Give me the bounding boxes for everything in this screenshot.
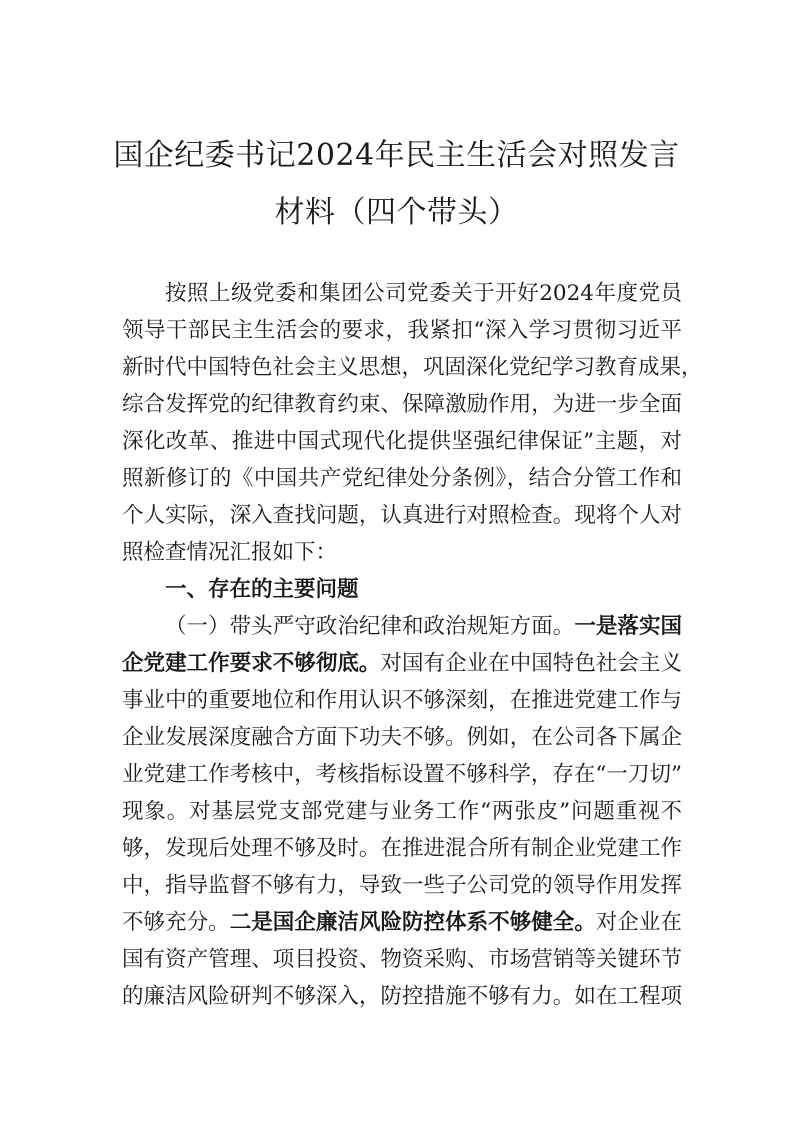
subsection-line bbox=[165, 612, 682, 642]
document-title-line-1: 国企纪委书记2024年民主生活会对照发言 bbox=[113, 138, 680, 173]
document-title-line-2: 材料（四个带头） bbox=[274, 195, 519, 230]
subsection-line bbox=[122, 649, 682, 679]
subsection-line: 事业中的重要地位和作用认识不够深刻，在推进党建工作与 bbox=[122, 688, 682, 713]
body-text: 不够充分。 bbox=[122, 910, 230, 935]
subsection-line: 够，发现后处理不够及时。在推进混合所有制企业党建工作 bbox=[122, 836, 682, 861]
subsection-title: （一）带头严守政治纪律和政治规矩方面。 bbox=[165, 614, 575, 639]
subsection-line bbox=[122, 908, 682, 938]
body-text: 对企业在 bbox=[595, 910, 682, 935]
subsection-line: 中，指导监督不够有力，导致一些子公司党的领导作用发挥 bbox=[122, 873, 682, 898]
subsection-line: 现象。对基层党支部党建与业务工作“两张皮”问题重视不 bbox=[122, 799, 682, 824]
subsection-line: 国有资产管理、项目投资、物资采购、市场营销等关键环节 bbox=[122, 947, 682, 972]
intro-line: 领导干部民主生活会的要求，我紧扣“深入学习贯彻习近平 bbox=[122, 318, 682, 343]
intro-line: 新时代中国特色社会主义思想，巩固深化党纪学习教育成果， bbox=[122, 355, 703, 380]
intro-line: 照新修订的《中国共产党纪律处分条例》，结合分管工作和 bbox=[122, 466, 682, 491]
subsection-line: 的廉洁风险研判不够深入，防控措施不够有力。如在工程项 bbox=[122, 984, 682, 1009]
subsection-line: 业党建工作考核中，考核指标设置不够科学，存在“一刀切” bbox=[122, 762, 682, 787]
intro-line: 按照上级党委和集团公司党委关于开好2024年度党员 bbox=[165, 281, 682, 306]
point-two-label: 二是国企廉洁风险防控体系不够健全。 bbox=[229, 910, 596, 935]
intro-line: 综合发挥党的纪律教育约束、保障激励作用，为进一步全面 bbox=[122, 392, 682, 417]
body-text: 对国有企业在中国特色社会主义 bbox=[380, 651, 682, 676]
intro-line: 深化改革、推进中国式现代化提供坚强纪律保证”主题，对 bbox=[122, 429, 682, 454]
point-one-label: 一是落实国 bbox=[574, 614, 682, 639]
subsection-line: 企业发展深度融合方面下功夫不够。例如，在公司各下属企 bbox=[122, 725, 682, 750]
intro-line: 个人实际，深入查找问题，认真进行对照检查。现将个人对 bbox=[122, 503, 682, 528]
section-heading: 一、存在的主要问题 bbox=[165, 577, 359, 602]
intro-line: 照检查情况汇报如下： bbox=[122, 540, 338, 565]
point-one-label-cont: 企党建工作要求不够彻底。 bbox=[122, 651, 381, 676]
